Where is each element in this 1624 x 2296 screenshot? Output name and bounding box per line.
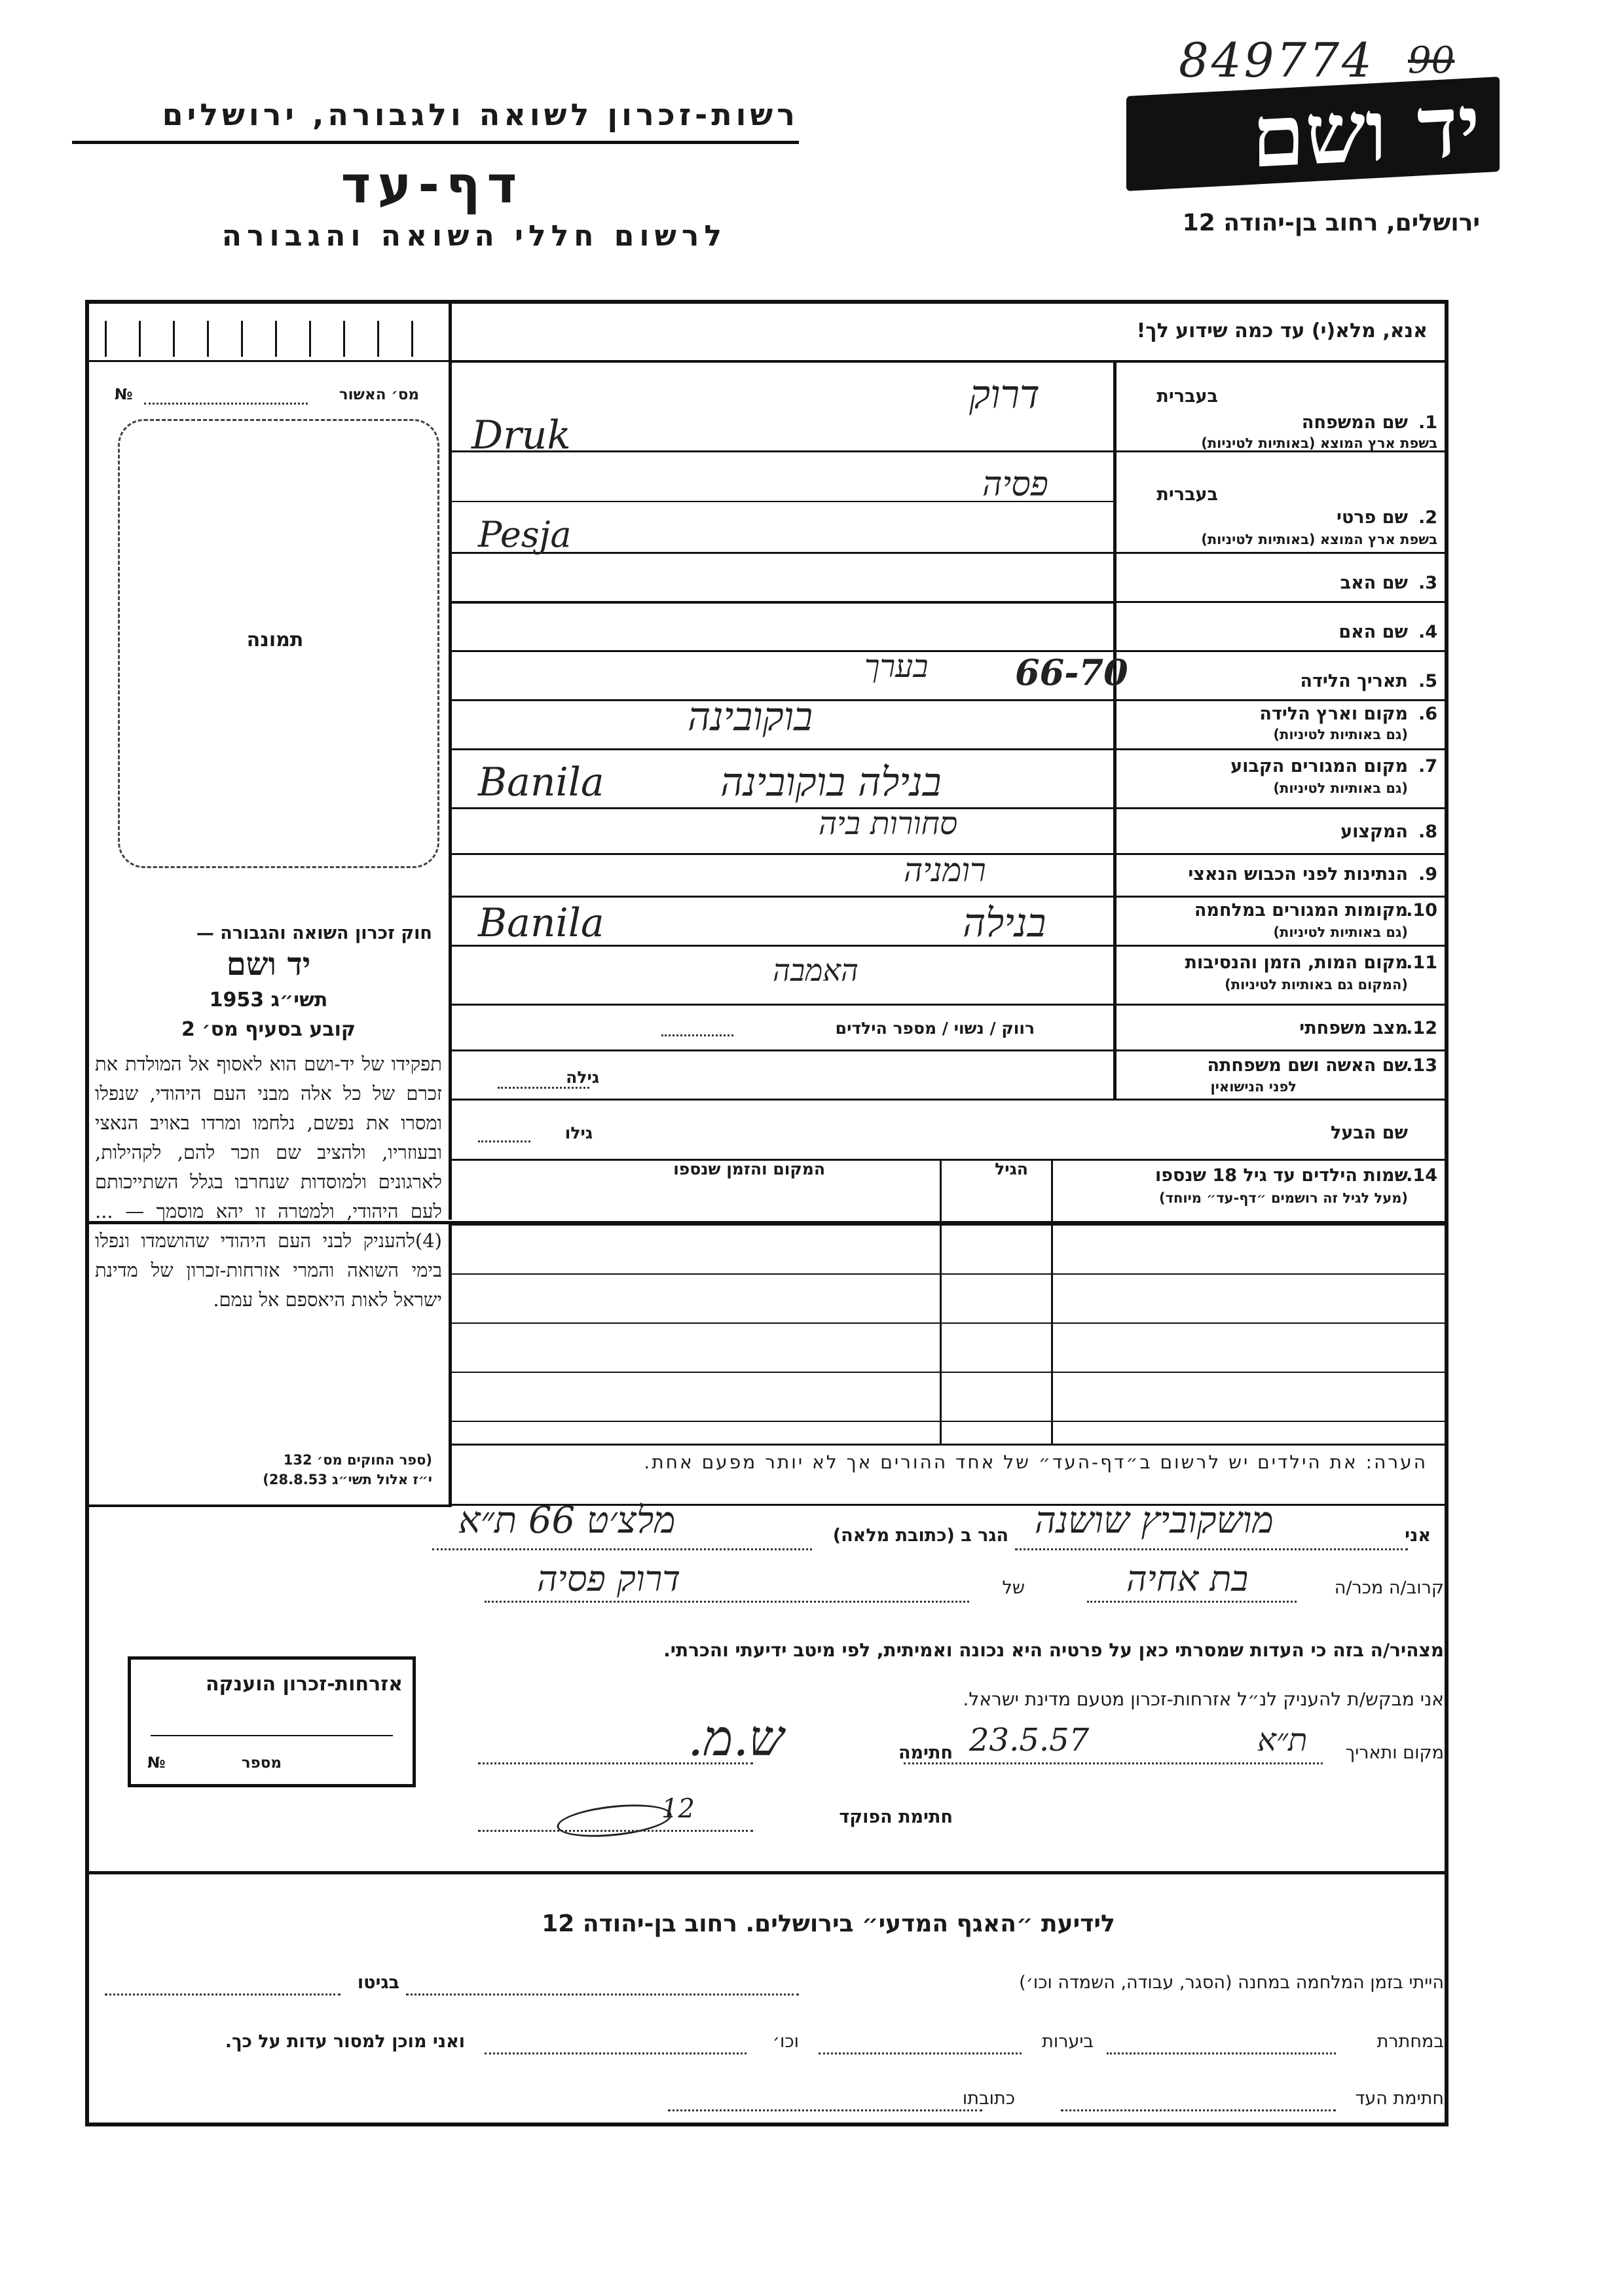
- field-rule-4: [452, 650, 1445, 652]
- f1-handwritten-hebrew: דרוק: [969, 372, 1040, 418]
- decl-signature-field: [478, 1762, 753, 1764]
- f14-row-5: [452, 1421, 1445, 1422]
- tick-strip: [105, 321, 432, 357]
- logo: [1126, 77, 1500, 191]
- footer-etc-field: [485, 2052, 747, 2054]
- citizenship-line: [151, 1735, 393, 1736]
- f7-handwritten-hebrew: בנילה בוקובינה: [720, 759, 942, 805]
- f2-label: שם פרטי: [1337, 507, 1408, 528]
- f12-options: רווק / נשוי / מספר הילדים: [835, 1019, 1035, 1038]
- decl-hw-date: 23.5.57: [969, 1722, 1090, 1758]
- law-title: חוק זכרון השואה והגבורה —: [196, 923, 432, 943]
- f2-number: 2.: [1418, 507, 1437, 528]
- intro-rule: [452, 360, 1445, 363]
- f4-number: 4.: [1418, 622, 1437, 642]
- f7-label: מקום המגורים הקבוע: [1230, 756, 1408, 776]
- law-ref: (ספר החוקים מס׳ 132: [283, 1452, 432, 1468]
- approval-label: מס׳ האשור: [339, 386, 419, 403]
- husband-age-field: [478, 1140, 530, 1142]
- f11-label: מקום המות, הזמן והנסיבות: [1185, 953, 1408, 973]
- decl-resident: הגר ב (כתובת מלאה): [832, 1525, 1008, 1546]
- footer-line2-underground: במחתרת: [1376, 2032, 1444, 2052]
- f10-sub-label: (גם באותיות לטיניות): [1273, 924, 1408, 940]
- f6-handwritten: בוקובינה: [688, 694, 813, 740]
- decl-place-date: מקום ותאריך: [1345, 1743, 1444, 1763]
- field-rule-2: [452, 552, 1445, 554]
- decl-ani: אני: [1405, 1525, 1431, 1546]
- authority-underline: [72, 141, 799, 144]
- decl-statement: מצהיר/ה בזה כי העדות שמסרתי כאן על פרטיה היא נכונה ואמיתית, לפי מיטב ידיעתי והכרתי.: [663, 1639, 1444, 1661]
- field-rule-6: [452, 748, 1445, 750]
- decl-signature-label: חתימה: [898, 1743, 953, 1763]
- husband-age-label: גילו: [564, 1123, 593, 1142]
- footer-underground-field: [1107, 2052, 1336, 2054]
- f2-heb-label: בעברית: [1156, 484, 1218, 505]
- decl-of-field: [485, 1601, 969, 1603]
- logo-text: יד ושם: [1251, 75, 1480, 187]
- citizenship-number: מספר: [241, 1755, 282, 1772]
- decl-hw-signature: ש.מ.: [688, 1709, 784, 1767]
- citizenship-title: אזרחות-זכרון הוענקה: [205, 1673, 403, 1696]
- photo-label: תמונה: [246, 629, 304, 651]
- footer-line2-etc: וכו׳: [772, 2032, 799, 2052]
- decl-hw-of: דרוק פסיה: [537, 1558, 681, 1599]
- f13-number: 13.: [1406, 1055, 1437, 1076]
- tick-strip-rule: [88, 360, 449, 362]
- f14-col-place: המקום והזמן שנספו: [673, 1159, 825, 1178]
- label-column-border: [1113, 362, 1116, 1099]
- left-panel-bottom: [88, 1504, 452, 1507]
- husband-label: שם הבעל: [1330, 1123, 1408, 1143]
- field-rule-11: [452, 1004, 1445, 1006]
- footer-forests-field: [819, 2052, 1022, 2054]
- footer-ghetto-field: [105, 1994, 341, 1995]
- law-year: תשי״ג 1953: [209, 989, 328, 1011]
- f7-sub-label: (גם באותיות לטיניות): [1273, 780, 1408, 796]
- f14-col-age: הגיל: [995, 1159, 1028, 1178]
- f5-number: 5.: [1418, 671, 1437, 691]
- f12-label: מצב משפחתי: [1299, 1018, 1408, 1038]
- f5-handwritten-approx: בערך: [864, 648, 929, 685]
- approval-field: [144, 403, 308, 405]
- officer-signature-label: חתימת הפוקד: [839, 1807, 953, 1827]
- field-rule-9: [452, 896, 1445, 898]
- f6-label: מקום וארץ הלידה: [1259, 704, 1408, 724]
- f1-handwritten-latin: Druk: [471, 412, 571, 458]
- field-rule-5: [452, 699, 1445, 701]
- decl-hw-relation: בת אחיה: [1126, 1558, 1249, 1599]
- f13-age-label: גילה: [566, 1068, 599, 1087]
- f14-col-divider-2: [940, 1161, 942, 1444]
- f6-sub-label: (גם באותיות לטיניות): [1273, 727, 1408, 742]
- decl-relative: קרוב/ה מכר/ה: [1334, 1578, 1444, 1598]
- f7-number: 7.: [1418, 756, 1437, 776]
- f11-handwritten: האמבה: [773, 953, 858, 988]
- decl-hw-address: מלצ׳ט 66 ת״א: [458, 1499, 676, 1542]
- f3-number: 3.: [1418, 573, 1437, 593]
- f10-label: מקומות המגורים במלחמה: [1194, 900, 1408, 920]
- f13-age-field: [498, 1087, 589, 1089]
- law-clause: קובע בסעיף מס׳ 2: [181, 1018, 356, 1041]
- footer-line1: הייתי בזמן המלחמה במחנה (הסגר, עבודה, השמדה וכו׳): [1019, 1973, 1444, 1993]
- page-subtitle: לרשום חללי השואה והגבורה: [221, 219, 727, 253]
- footer-address-field: [668, 2109, 982, 2111]
- f1-label: שם המשפחה: [1301, 412, 1408, 433]
- field-rule-12: [452, 1049, 1445, 1051]
- sub-rule-2: [452, 602, 1113, 604]
- footer-line1-end: בגיטו: [357, 1973, 399, 1993]
- f9-handwritten: רומניה: [904, 851, 986, 889]
- f13-sub-label: לפני הנישואין: [1210, 1079, 1297, 1095]
- decl-of: של: [1002, 1578, 1025, 1598]
- decl-name-field: [1015, 1548, 1408, 1550]
- f13-label: שם האשה ושם משפחתה: [1207, 1055, 1408, 1076]
- f14-row-4: [452, 1372, 1445, 1373]
- footer-witness-field: [1061, 2109, 1336, 2111]
- f6-number: 6.: [1418, 704, 1437, 724]
- f11-number: 11.: [1406, 953, 1437, 973]
- f1-heb-label: בעברית: [1156, 386, 1218, 407]
- f1-number: 1.: [1418, 412, 1437, 433]
- authority-name: רשות-זכרון לשואה ולגבורה, ירושלים: [162, 97, 799, 132]
- citizenship-no-sign: №: [147, 1755, 166, 1772]
- officer-hw-signature: 12: [661, 1794, 695, 1824]
- f14-row-1: [452, 1224, 1445, 1226]
- f1-sub-label: בשפת ארץ המוצא (באותיות לטיניות): [1201, 435, 1437, 451]
- f2-sub-label: בשפת ארץ המוצא (באותיות לטיניות): [1201, 532, 1437, 547]
- f14-row-3: [452, 1322, 1445, 1324]
- f5-label: תאריך הלידה: [1300, 671, 1408, 691]
- footer-address: כתובתו: [962, 2088, 1015, 2109]
- decl-address-field: [432, 1548, 812, 1550]
- field-rule-13: [452, 1099, 1445, 1101]
- f9-label: הנתינות לפני הכבוש הנאצי: [1188, 864, 1408, 884]
- decl-hw-place: ת״א: [1257, 1722, 1308, 1758]
- f5-handwritten-years: 66-70: [1015, 651, 1128, 693]
- f8-number: 8.: [1418, 822, 1437, 842]
- field-rule-14: [452, 1159, 1445, 1161]
- f14-sub-label: (מעל לגיל זה רושמים ״דף-עד״ מיוחד): [1159, 1190, 1408, 1206]
- f14-row-2: [452, 1273, 1445, 1275]
- f9-number: 9.: [1418, 864, 1437, 884]
- frame-divider-lower: [88, 1871, 1445, 1874]
- decl-relation-field: [1087, 1601, 1297, 1603]
- decl-request: אני מבקש/ת להעניק לנ״ל אזרחות-זכרון מטעם מדינת ישראל.: [963, 1688, 1444, 1710]
- officer-signature-field: [478, 1830, 753, 1832]
- footer-line2-end: ואני מוכן למסור עדות על כך.: [225, 2032, 465, 2052]
- decl-place-date-field: [904, 1762, 1323, 1764]
- f11-sub-label: (המקום גם באותיות לטיניות): [1225, 977, 1408, 993]
- corner-mark: 90: [1408, 39, 1455, 82]
- f14-label: שמות הילדים עד גיל 18 שנספו: [1154, 1165, 1408, 1186]
- decl-hw-name: מושקוביץ שושנה: [1035, 1499, 1274, 1542]
- f14-number: 14.: [1406, 1165, 1437, 1186]
- f10-handwritten-latin: Banila: [478, 900, 604, 946]
- f12-children-field: [661, 1034, 733, 1036]
- footer-line1-field: [406, 1994, 799, 1995]
- header-address: ירושלים, רחוב בן-יהודה 12: [1182, 210, 1480, 236]
- f2-handwritten-latin: Pesja: [478, 514, 572, 555]
- f8-label: המקצוע: [1340, 822, 1408, 842]
- f7-handwritten-latin: Banila: [478, 759, 604, 805]
- f10-number: 10.: [1406, 900, 1437, 920]
- registration-number: 849774: [1179, 33, 1375, 88]
- footer-witness-signature: חתימת העד: [1355, 2088, 1444, 2109]
- page-title: דף-עד: [341, 156, 524, 215]
- f14-col-divider-1: [1051, 1161, 1053, 1444]
- left-panel-border: [449, 303, 452, 1220]
- f3-label: שם האב: [1340, 573, 1408, 593]
- law-date: י״ז אלול תשי״ג 28.8.53): [263, 1472, 432, 1487]
- f4-label: שם האם: [1338, 622, 1408, 642]
- f8-handwritten: סחורות ביה: [819, 805, 958, 842]
- law-text: תפקידו של יד-ושם הוא לאסוף אל המולדת את זכרם של כל אלה מבני העם היהודי, שנפלו ומסרו את נפשם, נלחמו ומרדו באויב הנאצי ובעוזריו, ולהציב שם וזכר להם, לקהילות, לארגונים ולמוסדות שנחרבו בגלל השתייכותם לעם היהודי, ולמטרה זו יהא מוסמך — ...(4)להעניק לבני העם היהודי שהושמדו ונפלו בימי השואה והמרי אזרחות-זכרון של מדינת ישראל לאות היאספם אל עמם.: [95, 1053, 442, 1311]
- footer-title: לידיעת ״האגף המדעי״ בירושלים. רחוב בן-יהודה 12: [542, 1910, 1115, 1937]
- note-text: הערה: את הילדים יש לרשום ב״דף-העד״ של אחד ההורים אך לא יותר מפעם אחת.: [644, 1451, 1428, 1473]
- law-brand: יד ושם: [226, 946, 311, 983]
- f10-handwritten-hebrew: בנילה: [963, 900, 1046, 946]
- f2-handwritten-hebrew: פסיה: [982, 465, 1048, 504]
- approval-no-sign: №: [115, 386, 133, 403]
- intro-text: אנא, מלא(י) עד כמה שידוע לך!: [1136, 319, 1428, 342]
- f12-number: 12.: [1406, 1018, 1437, 1038]
- footer-line2-forests: ביערות: [1042, 2032, 1094, 2052]
